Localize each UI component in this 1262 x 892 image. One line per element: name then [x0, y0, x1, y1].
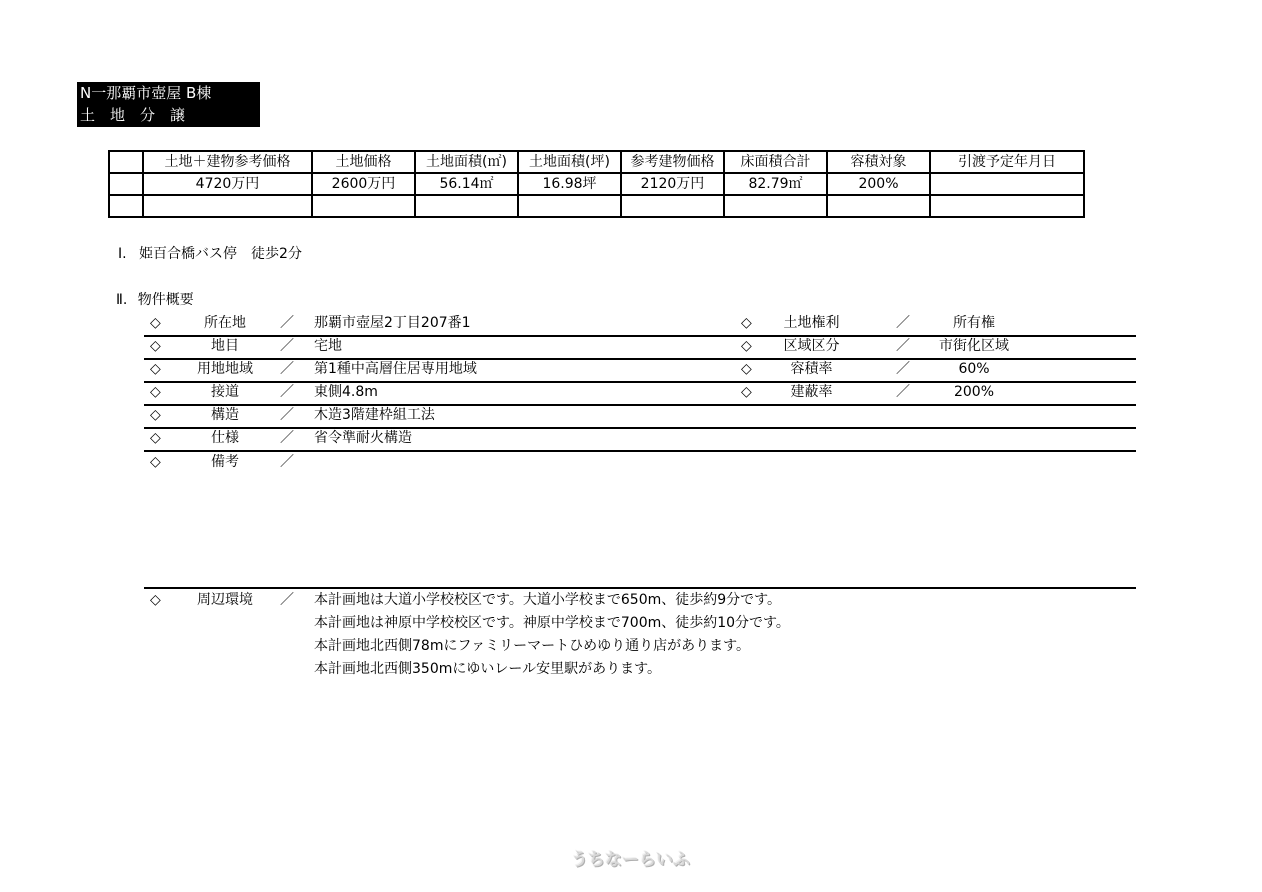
- row-value: 第1種中高層住居専用地域: [314, 361, 477, 377]
- diamond-icon: ◇: [150, 315, 161, 331]
- header-land-price: 土地価格: [312, 151, 415, 173]
- diamond-icon: ◇: [150, 454, 161, 470]
- value-floor-ratio: 200%: [827, 173, 930, 195]
- empty-cell: [312, 195, 415, 217]
- slash-separator: ／: [280, 315, 294, 331]
- overview-row-zoning: [144, 358, 1136, 383]
- environment-line: 本計画地北西側350mにゆいレール安里駅があります。: [314, 661, 661, 677]
- value-land-area-sqm: 56.14㎡: [415, 173, 518, 195]
- watermark-logo: うちなーらいふ: [571, 850, 690, 870]
- environment-line: 本計画地北西側78mにファミリーマートひめゆり通り店があります。: [314, 638, 751, 654]
- value-land-area-tsubo: 16.98坪: [518, 173, 621, 195]
- slash-separator: ／: [280, 430, 294, 446]
- diamond-icon: ◇: [741, 338, 752, 354]
- diamond-icon: ◇: [150, 407, 161, 423]
- row-value: 東側4.8m: [314, 384, 378, 400]
- empty-cell: [724, 195, 827, 217]
- slash-separator: ／: [280, 338, 294, 354]
- row-value: 省令準耐火構造: [314, 430, 412, 446]
- header-land-area-tsubo: 土地面積(坪): [518, 151, 621, 173]
- header-floor-ratio: 容積対象: [827, 151, 930, 173]
- row-label: 仕様: [211, 430, 239, 446]
- row-value-right: 60%: [958, 361, 990, 377]
- section-access: [118, 244, 302, 264]
- value-land-price: 2600万円: [312, 173, 415, 195]
- row-label: 用地地域: [197, 361, 253, 377]
- row-value-right: 所有権: [953, 315, 995, 331]
- header-land-area-sqm: 土地面積(㎡): [415, 151, 518, 173]
- slash-separator: ／: [896, 315, 910, 331]
- row-label: 周辺環境: [197, 592, 253, 608]
- empty-cell: [518, 195, 621, 217]
- empty-cell: [827, 195, 930, 217]
- section-number: Ⅰ.: [118, 246, 127, 262]
- empty-cell: [621, 195, 724, 217]
- slash-separator: ／: [280, 384, 294, 400]
- empty-cell: [109, 195, 143, 217]
- access-text: 姫百合橋バス停 徒歩2分: [139, 246, 302, 262]
- header-total-price: 土地＋建物参考価格: [143, 151, 312, 173]
- overview-row-road: [144, 381, 1136, 406]
- row-label-right: 区域区分: [783, 338, 840, 354]
- value-total-price: 4720万円: [143, 173, 312, 195]
- overview-heading: 物件概要: [137, 292, 194, 308]
- overview-row-remarks: [144, 451, 1136, 474]
- row-label: 地目: [211, 338, 239, 354]
- row-value-right: 市街化区域: [939, 338, 1009, 354]
- row-value: 木造3階建枠組工法: [314, 407, 435, 423]
- property-title: N一那覇市壺屋 B棟: [80, 84, 212, 102]
- slash-separator: ／: [280, 592, 294, 608]
- price-table: [108, 150, 1085, 218]
- row-label-right: 容積率: [790, 361, 833, 377]
- diamond-icon: ◇: [150, 384, 161, 400]
- overview-row-land-category: [144, 335, 1136, 360]
- value-delivery-date: [930, 173, 1084, 195]
- diamond-icon: ◇: [150, 430, 161, 446]
- value-floor-area: 82.79㎡: [724, 173, 827, 195]
- row-label: 所在地: [204, 315, 246, 331]
- value-building-price: 2120万円: [621, 173, 724, 195]
- environment-line: 本計画地は大道小学校校区です。大道小学校まで650m、徒歩約9分です。: [314, 592, 782, 608]
- diamond-icon: ◇: [741, 361, 752, 377]
- slash-separator: ／: [896, 361, 910, 377]
- slash-separator: ／: [280, 454, 294, 470]
- sale-type: 土 地 分 譲: [80, 106, 186, 124]
- row-label-right: 土地権利: [783, 315, 840, 331]
- row-value-right: 200%: [953, 384, 995, 400]
- header-building-price: 参考建物価格: [621, 151, 724, 173]
- header-delivery-date: 引渡予定年月日: [930, 151, 1084, 173]
- row-label-right: 建蔽率: [790, 384, 833, 400]
- slash-separator: ／: [280, 361, 294, 377]
- table-corner-cell: [109, 151, 143, 173]
- row-value: 宅地: [314, 338, 342, 354]
- empty-cell: [415, 195, 518, 217]
- diamond-icon: ◇: [741, 315, 752, 331]
- section-number: Ⅱ.: [116, 292, 128, 308]
- row-label-cell: [109, 173, 143, 195]
- overview-row-structure: [144, 404, 1136, 429]
- overview-row-location: [144, 312, 1136, 337]
- diamond-icon: ◇: [150, 361, 161, 377]
- price-table-empty-row: [109, 195, 1084, 217]
- slash-separator: ／: [896, 338, 910, 354]
- price-table-header-row: [109, 151, 1084, 173]
- diamond-icon: ◇: [150, 592, 161, 608]
- row-label: 構造: [211, 407, 239, 423]
- slash-separator: ／: [280, 407, 294, 423]
- price-table-value-row: [109, 173, 1084, 195]
- diamond-icon: ◇: [150, 338, 161, 354]
- environment-line: 本計画地は神原中学校校区です。神原中学校まで700m、徒歩約10分です。: [314, 615, 790, 631]
- section-overview-heading: [116, 290, 194, 310]
- row-value: 那覇市壺屋2丁目207番1: [314, 315, 471, 331]
- slash-separator: ／: [896, 384, 910, 400]
- empty-cell: [930, 195, 1084, 217]
- empty-cell: [143, 195, 312, 217]
- row-label: 備考: [211, 454, 239, 470]
- row-label: 接道: [211, 384, 239, 400]
- title-block: [77, 82, 260, 127]
- overview-row-specification: [144, 427, 1136, 452]
- diamond-icon: ◇: [741, 384, 752, 400]
- header-floor-area: 床面積合計: [724, 151, 827, 173]
